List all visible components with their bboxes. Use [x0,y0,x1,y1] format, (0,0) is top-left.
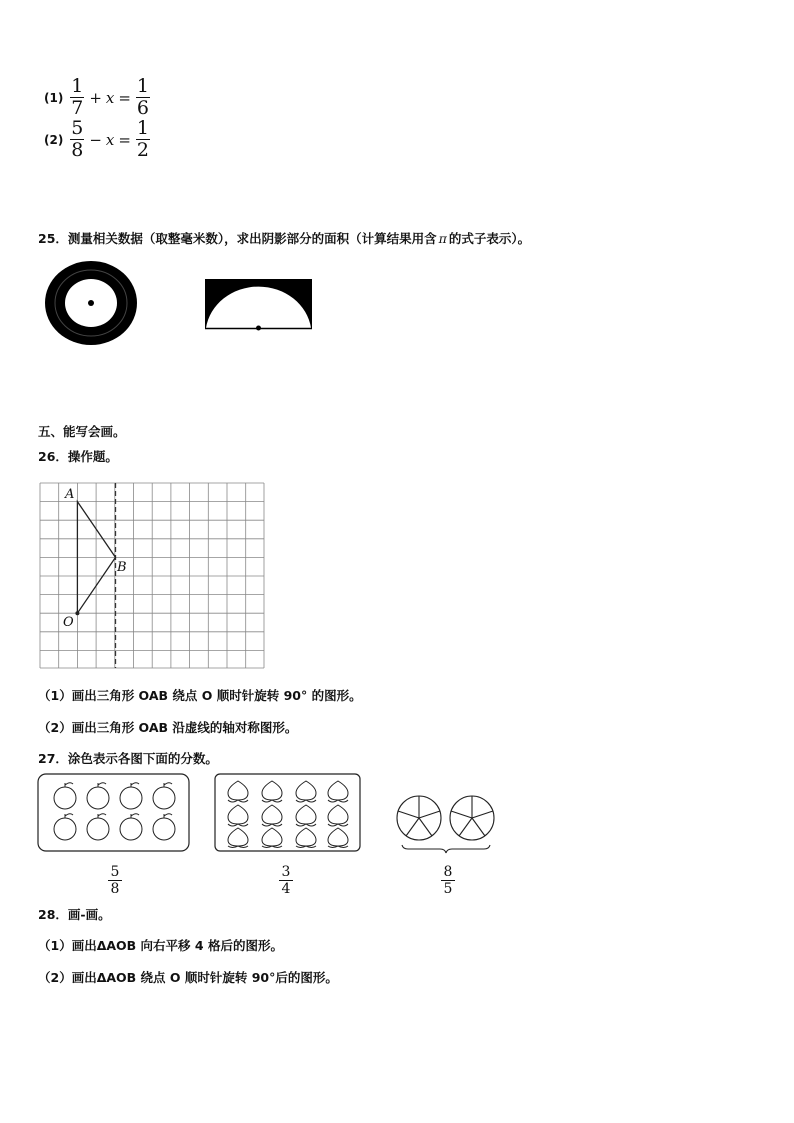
question-28-sub-1: （1）画出ΔAOB 向右平移 4 格后的图形。 [38,938,283,953]
equation-label: (2) [44,132,64,147]
equation-2 [44,118,153,161]
equals-sign: = [118,130,131,149]
grid-figure [39,482,267,671]
numerator: 1 [136,117,149,139]
numerator: 3 [281,864,291,880]
numerator: 1 [71,75,84,97]
denominator: 2 [136,139,149,161]
equation-1 [44,76,153,119]
fraction-eight-fifths [441,864,455,897]
denominator: 8 [110,881,120,897]
point-b-label: B [117,560,127,575]
fraction-three-quarters [279,864,293,897]
pi-symbol: π [438,231,447,246]
denominator: 6 [136,97,149,119]
operator: + [89,88,102,107]
fraction [136,76,150,119]
numerator: 5 [71,117,84,139]
point-o-label: O [63,615,74,630]
numerator: 1 [136,75,149,97]
apples-box [37,773,192,853]
question-26-sub-1: （1）画出三角形 OAB 绕点 O 顺时针旋转 90° 的图形。 [38,688,362,703]
fraction [70,76,84,119]
fraction [136,118,150,161]
question-text: 的式子表示）。 [448,231,531,246]
peaches-box [214,773,363,853]
semicircle-in-rectangle-figure [202,276,316,334]
variable: x [105,130,115,149]
equals-sign: = [118,88,131,107]
question-text: 25．测量相关数据（取整毫米数），求出阴影部分的面积（计算结果用含 [38,231,437,246]
equation-label: (1) [44,90,64,105]
fraction [70,118,84,161]
question-26-sub-2: （2）画出三角形 OAB 沿虚线的轴对称图形。 [38,720,298,735]
section-heading: 五、能写会画。 [38,424,126,439]
question-25 [38,229,530,247]
point-a-label: A [65,487,75,502]
operator: − [89,130,102,149]
denominator: 4 [281,881,291,897]
denominator: 5 [443,881,453,897]
question-28-title: 28．画-画。 [38,907,111,922]
numerator: 5 [110,864,120,880]
brace [402,845,490,853]
ring-figure [40,258,150,353]
fraction-five-eighths [108,864,122,897]
question-26-title: 26．操作题。 [38,449,118,464]
circles-figure [394,793,500,855]
variable: x [105,88,115,107]
numerator: 8 [443,864,453,880]
question-27-title: 27．涂色表示各图下面的分数。 [38,751,218,766]
denominator: 7 [71,97,84,119]
question-28-sub-2: （2）画出ΔAOB 绕点 O 顺时针旋转 90°后的图形。 [38,970,338,985]
denominator: 8 [71,139,84,161]
